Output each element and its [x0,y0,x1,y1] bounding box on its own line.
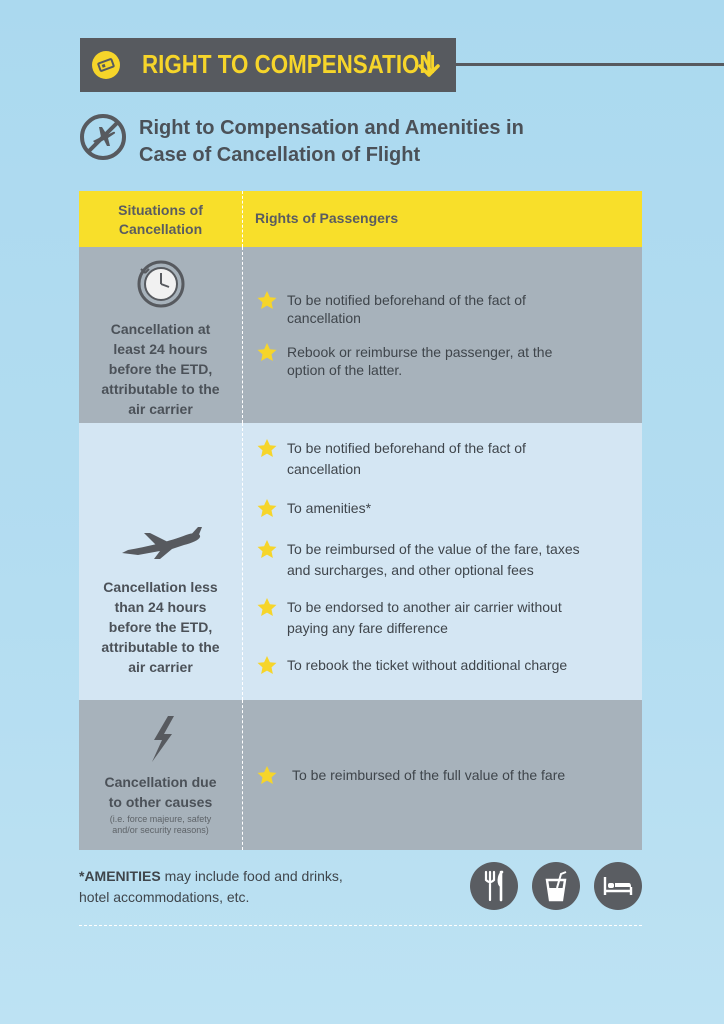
right-line: To be reimbursed of the value of the fare, taxes [287,541,580,557]
header-situations-line-1: Situations of [118,202,203,218]
right-item [257,540,627,579]
situation-line: Cancellation less [103,579,218,595]
heading-line-1: Right to Compensation and Amenities in [139,117,524,139]
situation-line: to other causes [108,794,213,810]
right-item [257,439,627,478]
situation-line: air carrier [128,659,193,675]
header-situations-line-2: Cancellation [118,221,203,237]
right-line: cancellation [287,310,361,326]
arrow-down-icon [416,50,442,85]
header-situations [79,201,242,239]
situation-text [79,319,242,419]
note-line: (i.e. force majeure, safety [109,814,212,824]
situation-line: Cancellation due [104,774,217,790]
amenities-label: *AMENITIES [79,868,161,884]
banner-rule [456,63,724,66]
table-row [79,247,642,423]
amenities-text-line-2: hotel accommodations, etc. [79,889,250,905]
right-item [257,291,627,327]
situation-line: least 24 hours [113,341,208,357]
situation-line: air carrier [128,401,193,417]
star-icon [257,291,277,314]
bottom-divider [79,925,642,926]
amenities-note [79,866,409,908]
clock-icon [79,259,242,311]
situation-cell [79,525,242,677]
right-item [257,656,627,674]
table-row [79,700,642,850]
situation-text [79,772,242,812]
right-line: option of the latter. [287,362,403,378]
situation-line: before the ETD, [108,361,213,377]
table-row [79,423,642,700]
right-line: To be notified beforehand of the fact of [287,440,526,456]
star-icon [257,499,277,522]
star-icon [257,766,277,789]
right-line: and surcharges, and other optional fees [287,562,534,578]
column-divider [242,423,243,700]
right-line: Rebook or reimburse the passenger, at the [287,344,553,360]
right-line: To be notified beforehand of the fact of [287,292,526,308]
right-line: paying any fare difference [287,620,448,636]
situation-line: attributable to the [101,639,220,655]
drink-icon [532,862,580,910]
note-line: and/or security reasons) [112,825,209,835]
rights-list [257,766,627,784]
situation-cell [79,714,242,836]
star-icon [257,343,277,366]
section-banner [80,38,456,92]
situation-line: than 24 hours [114,599,207,615]
right-item [257,499,627,517]
no-flight-icon [79,113,127,166]
table-header [79,191,642,247]
column-divider [242,191,243,247]
rights-list [257,439,627,674]
situation-cell [79,259,242,419]
airplane-icon [79,525,242,565]
fork-knife-icon [470,862,518,910]
banner-title: RIGHT TO COMPENSATION [142,49,436,79]
right-line: cancellation [287,461,361,477]
right-item [257,766,627,784]
heading-line-2: Case of Cancellation of Flight [139,144,421,166]
star-icon [257,439,277,462]
column-divider [242,700,243,850]
rights-list [257,291,627,379]
right-item [257,343,627,379]
right-line: To be reimbursed of the full value of the fare [292,767,566,783]
compensation-table [79,191,642,850]
ticket-icon [92,51,120,79]
star-icon [257,656,277,679]
right-line: To rebook the ticket without additional charge [287,657,568,673]
situation-text [79,577,242,677]
situation-line: Cancellation at [110,321,211,337]
page-heading [139,115,639,169]
lightning-icon [79,714,242,764]
header-rights: Rights of Passengers [255,210,399,226]
amenities-text: may include food and drinks, [160,868,343,884]
right-line: To be endorsed to another air carrier without [287,599,562,615]
star-icon [257,598,277,621]
right-line: To amenities* [287,500,372,516]
right-item [257,598,627,637]
star-icon [257,540,277,563]
situation-line: before the ETD, [108,619,213,635]
column-divider [242,247,243,423]
situation-note [79,814,242,836]
situation-line: attributable to the [101,381,220,397]
bed-icon [594,862,642,910]
